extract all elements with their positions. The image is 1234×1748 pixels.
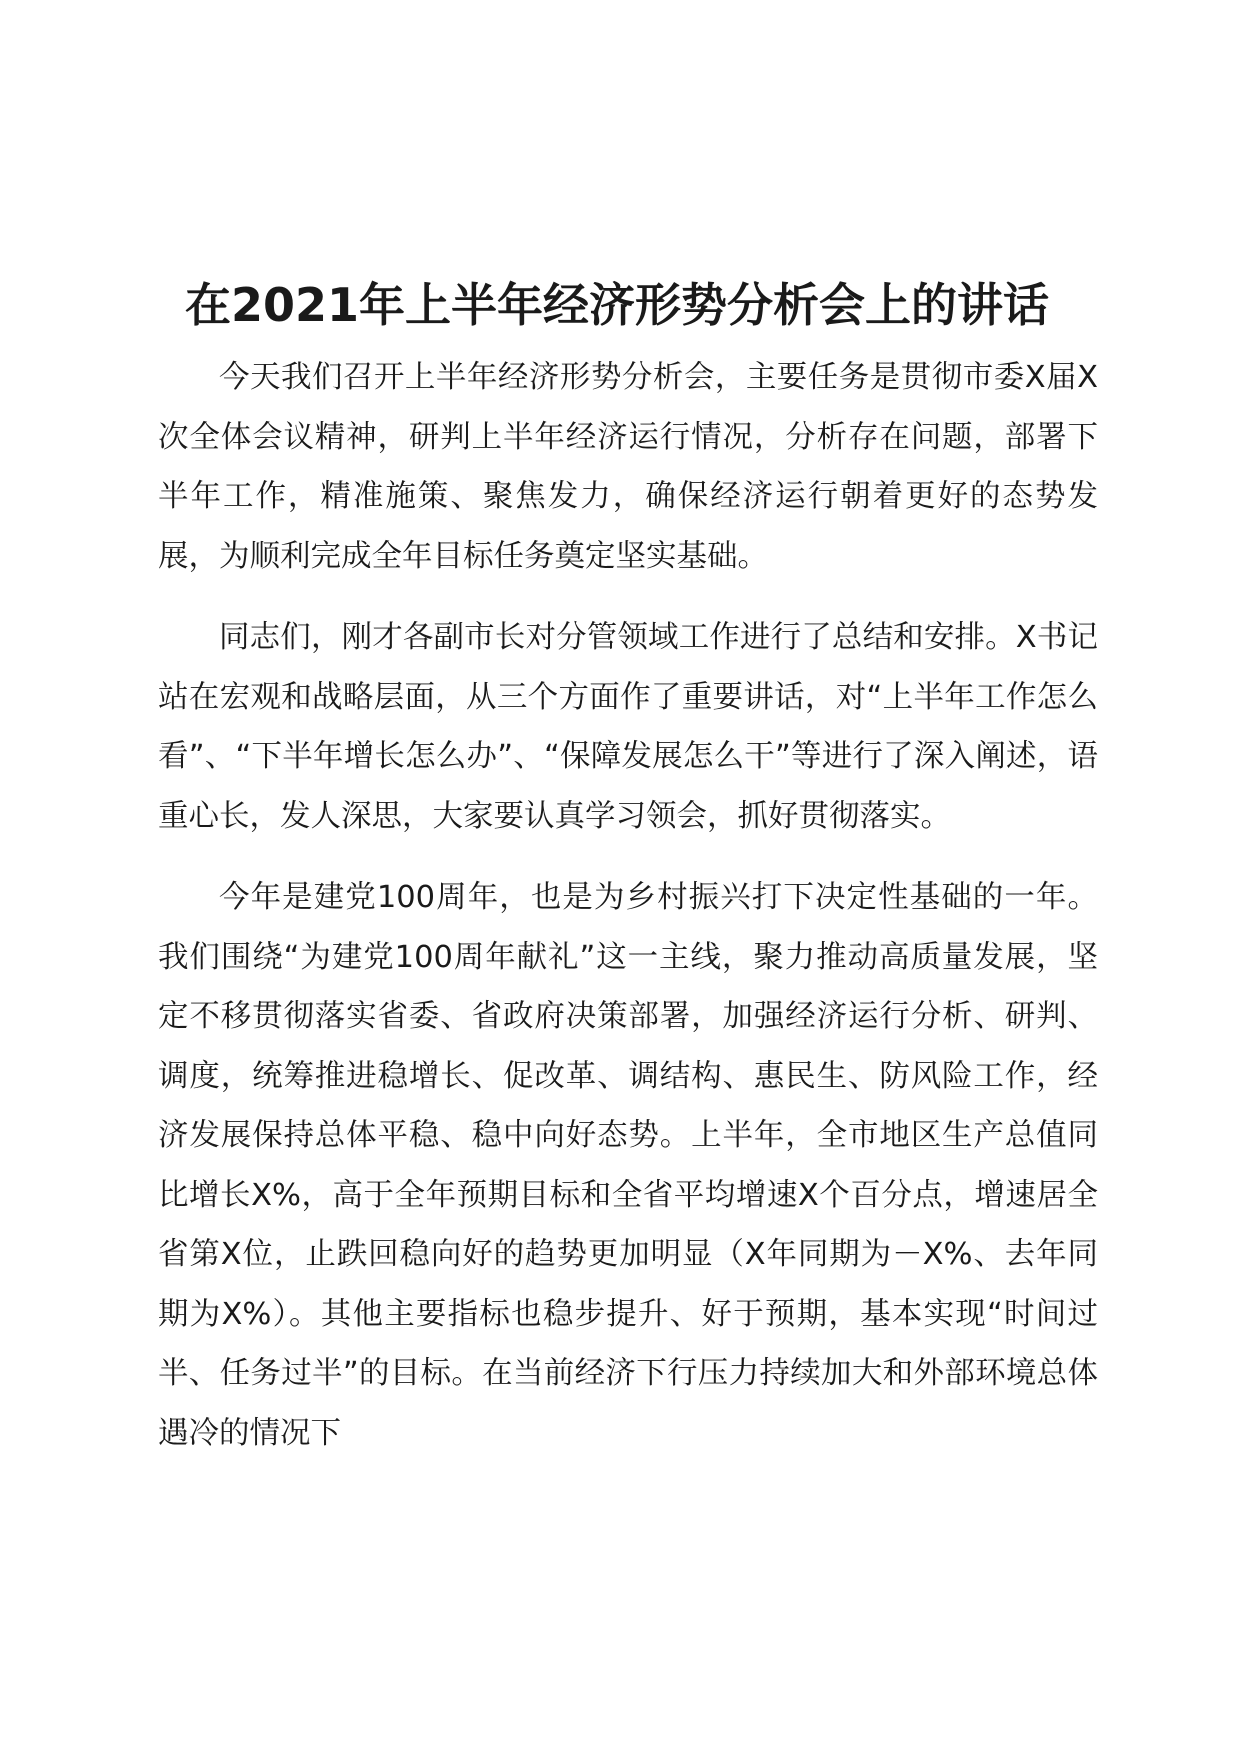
document-title: 在2021年上半年经济形势分析会上的讲话	[184, 277, 1050, 332]
paragraph-2: 同志们，刚才各副市长对分管领域工作进行了总结和安排。X书记站在宏观和战略层面，从三个方面作了重要讲话，对“上半年工作怎么看”、“下半年增长怎么办”、“保障发展怎么干”等进行了深入阐述，语重心长，发人深思，大家要认真学习领会，抓好贯彻落实。	[158, 620, 1098, 834]
document-body	[158, 348, 1098, 1485]
paragraph-1: 今天我们召开上半年经济形势分析会，主要任务是贯彻市委X届X次全体会议精神，研判上半年经济运行情况，分析存在问题，部署下半年工作，精准施策、聚焦发力，确保经济运行朝着更好的态势发展，为顺利完成全年目标任务奠定坚实基础。	[158, 360, 1098, 574]
paragraph-3: 今年是建党100周年，也是为乡村振兴打下决定性基础的一年。我们围绕“为建党100周年献礼”这一主线，聚力推动高质量发展，坚定不移贯彻落实省委、省政府决策部署，加强经济运行分析、研判、调度，统筹推进稳增长、促改革、调结构、惠民生、防风险工作，经济发展保持总体平稳、稳中向好态势。上半年，全市地区生产总值同比增长X%，高于全年预期目标和全省平均增速X个百分点，增速居全省第X位，止跌回稳向好的趋势更加明显（X年同期为－X%、去年同期为X%）。其他主要指标也稳步提升、好于预期，基本实现“时间过半、任务过半”的目标。在当前经济下行压力持续加大和外部环境总体遇冷的情况下	[158, 880, 1098, 1451]
